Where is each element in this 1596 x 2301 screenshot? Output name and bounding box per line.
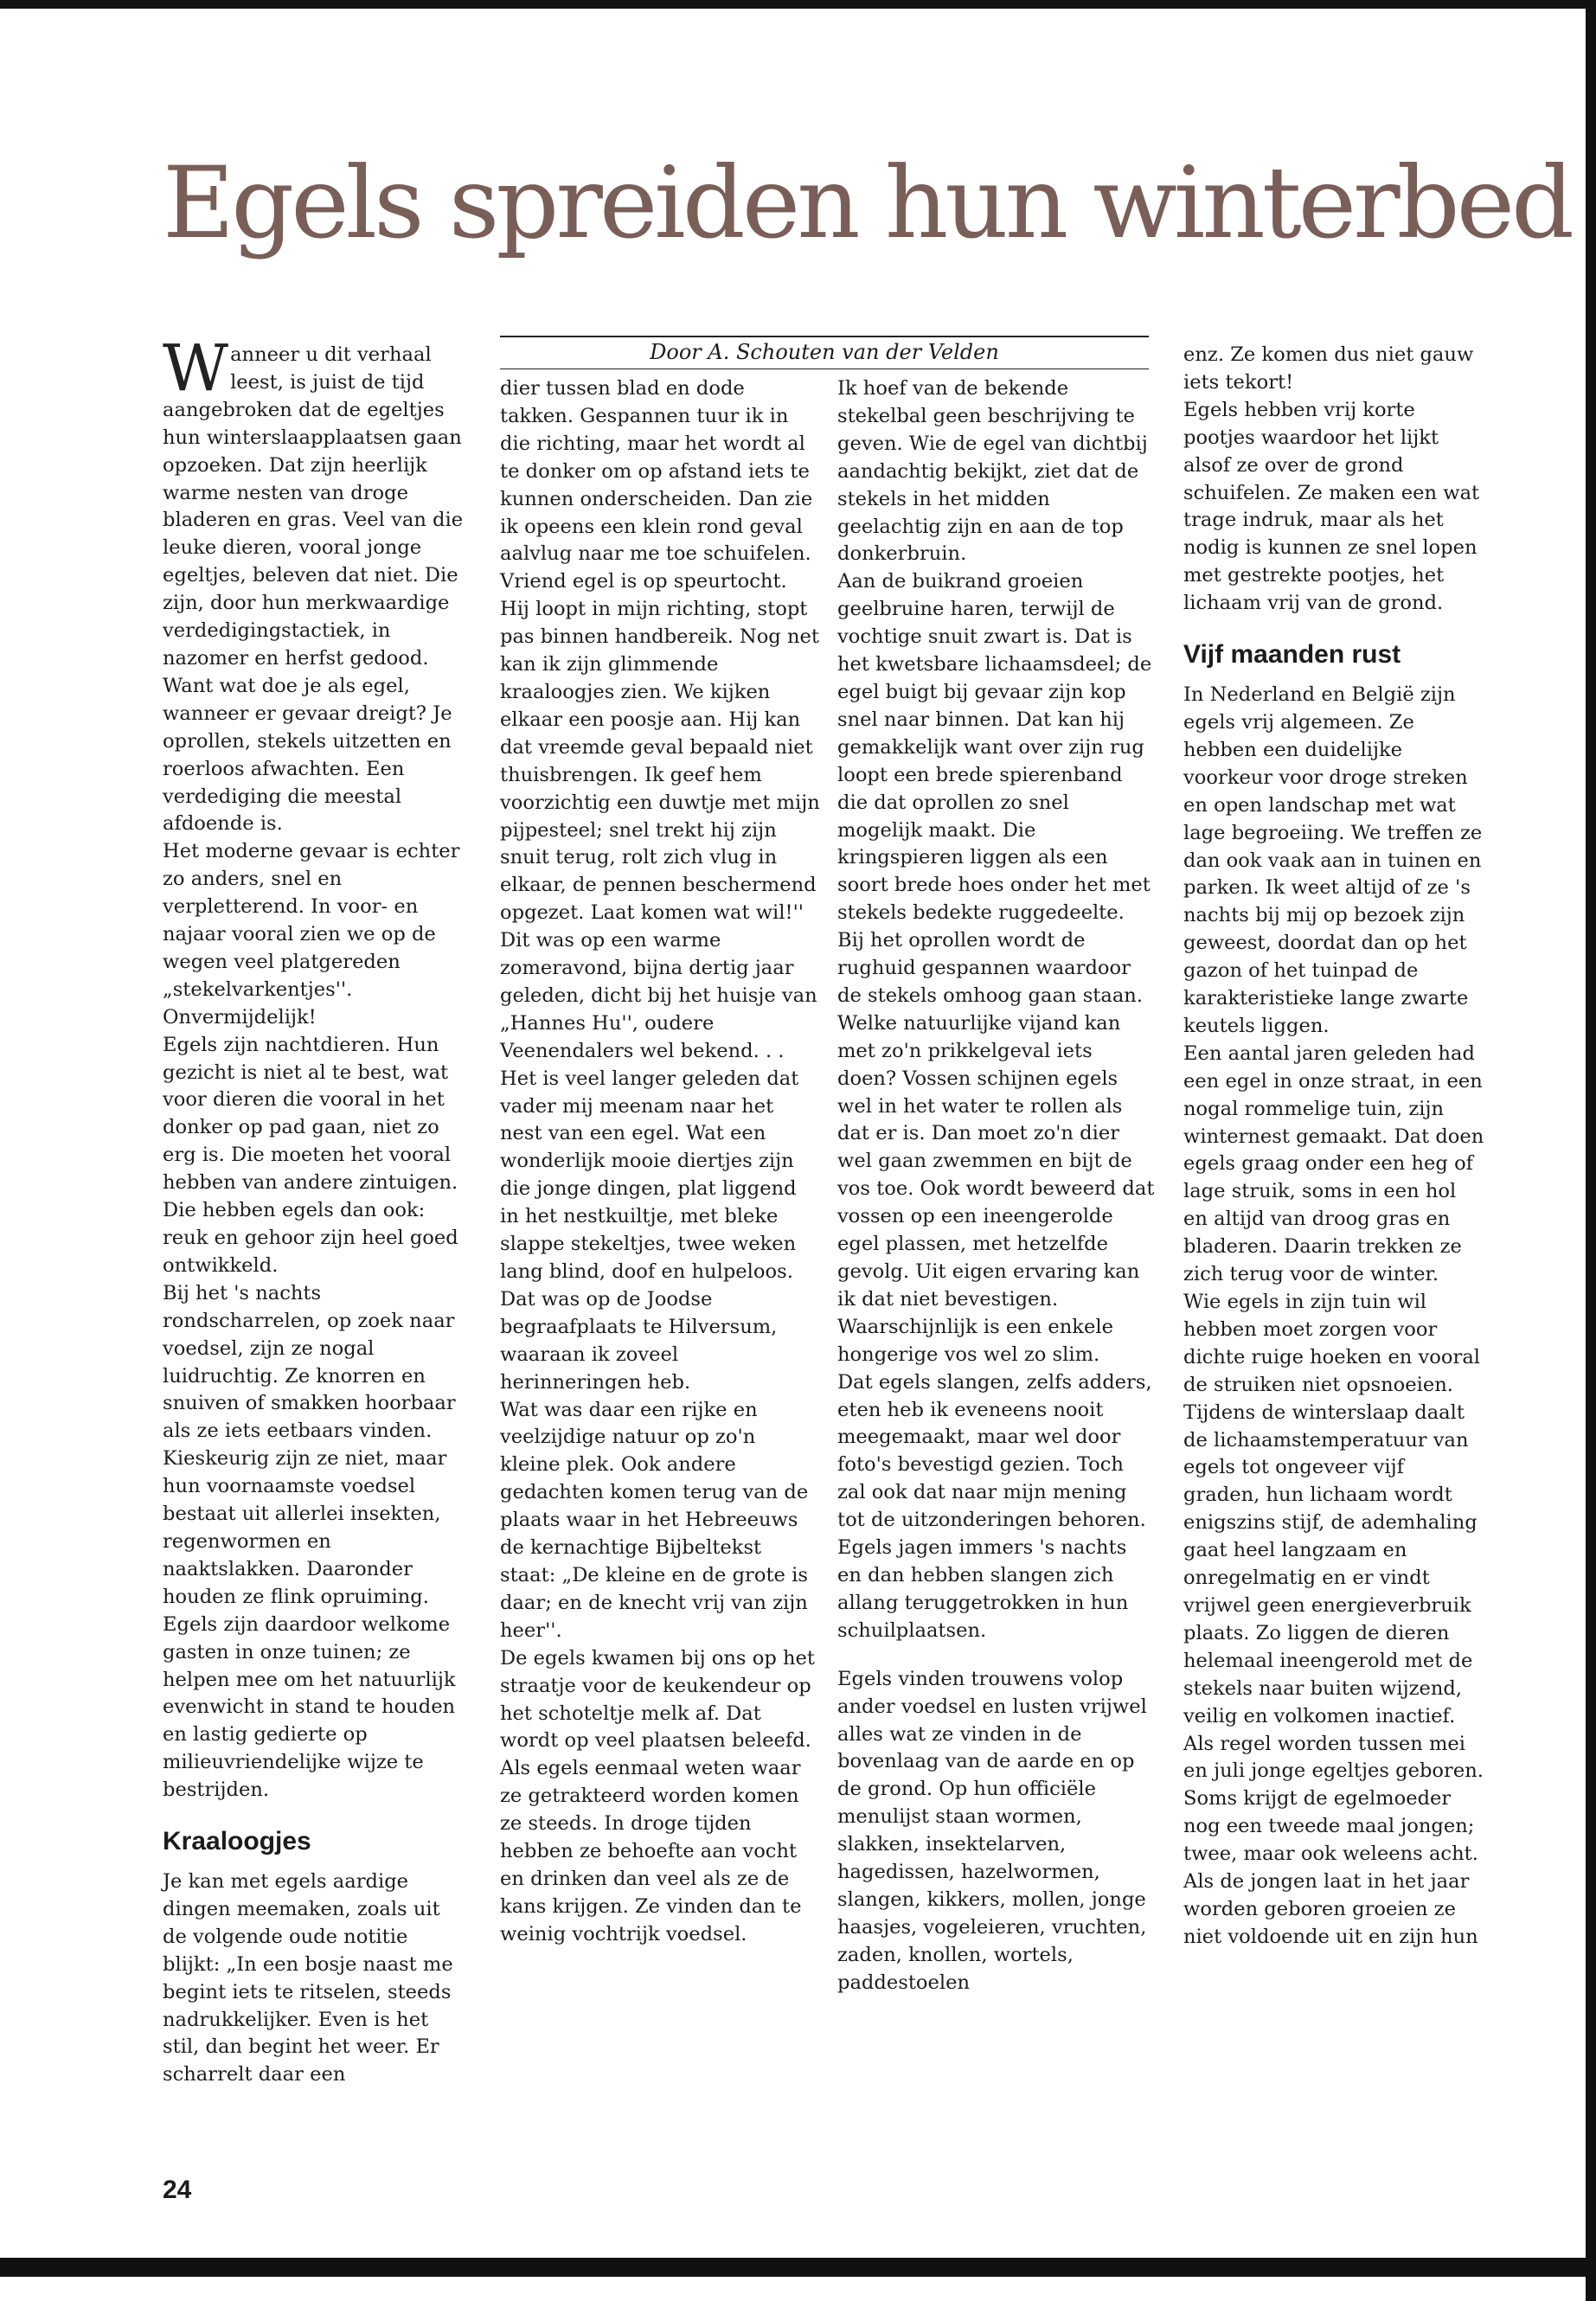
paragraph: Aan de buikrand groeien geelbruine haren, terwijl de vochtige snuit zwart is. Dat is het kwetsbare lichaamsdeel; de egel buigt bij gevaar zijn kop snel naar binnen. Dat kan hij gemakkelijk want over zijn rug loopt een brede spierenband die dat oprollen zo snel mogelijk maakt. Die kringspieren liggen als een soort brede hoes onder het met stekels bedekte ruggedeelte. Bij het oprollen wordt de rughuid gespannen waardoor de stekels omhoog gaan staan. (837, 570, 1152, 1007)
page-border-top (0, 0, 1596, 9)
paragraph: Het moderne gevaar is echter zo anders, snel en verpletterend. In voor- en najaar vooral zien we op de wegen veel platgereden „stekelvarkentjes''. Onvermijdelijk! (163, 840, 460, 1029)
paragraph: Egels jagen immers 's nachts en dan hebben slangen zich allang teruggetrokken in hun schuilplaatsen. (837, 1536, 1129, 1642)
paragraph: Een aantal jaren geleden had een egel in onze straat, in een nogal rommelige tuin, zijn winternest gemaakt. Dat doen egels graag onder een heg of lage struik, soms in een hol en altijd van droog gras en bladeren. Daarin trekken ze zich terug voor de winter. (1183, 1042, 1484, 1286)
column-3 (837, 375, 1156, 1997)
column-1 (163, 331, 467, 2089)
paragraph: In Nederland en België zijn egels vrij algemeen. Ze hebben een duidelijke voorkeur voor droge streken en open landschap met wat lage begroeiing. We treffen ze dan ook vaak aan in tuinen en parken. Ik weet altijd of ze 's nachts bij mij op bezoek zijn geweest, doordat dan op het gazon of het tuinpad de karakteristieke lange zwarte keutels liggen. (1183, 683, 1483, 1037)
paragraph: Bij het 's nachts rondscharrelen, op zoek naar voedsel, zijn ze nogal luidruchtig. Ze knorren en snuiven of smakken hoorbaar als ze iets eetbaars vinden. Kieskeurig zijn ze niet, maar hun voornaamste voedsel bestaat uit allerlei insekten, regenwormen en naaktslakken. Daaronder houden ze flink opruiming. Egels zijn daardoor welkome gasten in onze tuinen; ze helpen mee om het natuurlijk evenwicht in stand te houden en lastig gedierte op milieuvriendelijke wijze te bestrijden. (163, 1281, 456, 1802)
paragraph: enz. Ze komen dus niet gauw iets tekort! (1183, 343, 1474, 394)
paragraph: Het is veel langer geleden dat vader mij meenam naar het nest van een egel. Wat een wonderlijk mooie diertjes zijn die jonge dingen, plat liggend in het nestkuiltje, met bleke slappe stekeltjes, twee weken lang blind, doof en hulpeloos. Dat was op de Joodse begraafplaats te Hilversum, waaraan ik zoveel herinneringen heb. (500, 1067, 799, 1394)
page-border-right (1586, 0, 1596, 2301)
paragraph: Je kan met egels aardige dingen meemaken, zoals uit de volgende oude notitie blijkt: „In een bosje naast me begint iets te ritselen, steeds nadrukkelijker. Even is het stil, dan begint het weer. Er scharrelt daar een (163, 1870, 453, 2086)
paragraph: Dat egels slangen, zelfs adders, eten heb ik eveneens nooit meegemaakt, maar wel door foto's bevestigd gezien. Toch zal ook dat naar mijn mening tot de uitzonderingen behoren. (837, 1370, 1152, 1532)
paragraph: Tijdens de winterslaap daalt de lichaamstemperatuur van egels tot ongeveer vijf graden, hun lichaam wordt enigszins stijf, de ademhaling gaat heel langzaam en onregelmatig en er vindt vrijwel geen energieverbruik plaats. Zo liggen de dieren helemaal ineengerold met de stekels naar buiten wijzend, veilig en volkomen inactief. (1183, 1400, 1477, 1727)
paragraph: Welke natuurlijke vijand kan met zo'n prikkelgeval iets doen? Vossen schijnen egels wel in het water te rollen als dat er is. Dan moet zo'n dier wel gaan zwemmen en bijt de vos toe. Ook wordt beweerd dat vossen op een ineengerolde egel plassen, met hetzelfde gevolg. Uit eigen ervaring kan ik dat niet bevestigen. Waarschijnlijk is een enkele hongerige vos wel zo slim. (837, 1011, 1155, 1366)
paragraph: Wat was daar een rijke en veelzijdige natuur op zo'n kleine plek. Ook andere gedachten komen terug van de plaats waar in het Hebreeuws de kernachtige Bijbeltekst staat: „De kleine en de grote is daar; en de knecht vrij van zijn heer''. (500, 1398, 809, 1642)
paragraph: Wie egels in zijn tuin wil hebben moet zorgen voor dichte ruige hoeken en vooral de struiken niet opsnoeien. (1183, 1291, 1481, 1396)
paragraph: anneer u dit verhaal leest, is juist de tijd aangebroken dat de egeltjes hun winterslaapplaatsen gaan opzoeken. Dat zijn heerlijk warme nesten van droge bladeren en gras. Veel van die leuke dieren, vooral jonge egeltjes, beleven dat niet. Die zijn, door hun merkwaardige verdedigingstactiek, in nazomer en herfst gedood. Want wat doe je als egel, wanneer er gevaar dreigt? Je oprollen, stekels uitzetten en roerloos afwachten. Een verdediging die meestal afdoende is. (163, 343, 464, 836)
byline: Door A. Schouten van der Velden (650, 340, 999, 364)
byline-rule-top (500, 336, 1149, 337)
column-2 (500, 375, 820, 1949)
paragraph: De egels kwamen bij ons op het straatje voor de keukendeur op het schoteltje melk af. Dat wordt op veel plaatsen beleefd. Als egels eenmaal weten waar ze getrakteerd worden komen ze steeds. In droge tijden hebben ze behoefte aan vocht en drinken dan veel als ze de kans krijgen. Ze vinden dan te weinig vochtrijk voedsel. (500, 1646, 815, 1945)
paragraph: Egels hebben vrij korte pootjes waardoor het lijkt alsof ze over de grond schuifelen. Ze maken een wat trage indruk, maar als het nodig is kunnen ze snel lopen met gestrekte pootjes, het lichaam vrij van de grond. (1183, 398, 1480, 615)
paragraph: Egels zijn nachtdieren. Hun gezicht is niet al te best, wat voor dieren die vooral in het donker op pad gaan, niet zo erg is. Die moeten het vooral hebben van andere zintuigen. Die hebben egels dan ook: reuk en gehoor zijn heel goed ontwikkeld. (163, 1033, 458, 1277)
article-title: Egels spreiden hun winterbed (163, 145, 1572, 260)
section-heading-vijf-maanden-rust: Vijf maanden rust (1183, 640, 1401, 670)
paragraph: dier tussen blad en dode takken. Gespannen tuur ik in die richting, maar het wordt al te donker om op afstand iets te kunnen onderscheiden. Dan zie ik opeens een klein rond geval aalvlug naar me toe schuifelen. Vriend egel is op speurtocht. Hij loopt in mijn richting, stopt pas binnen handbereik. Nog net kan ik zijn glimmende kraaloogjes zien. We kijken elkaar een poosje aan. Hij kan dat vreemde geval bepaald niet thuisbrengen. Ik geef hem voorzichtig een duwtje met mijn pijpesteel; snel trekt hij zijn snuit terug, rolt zich vlug in elkaar, de pennen beschermend opgezet. Laat komen wat wil!'' Dit was op een warme zomeravond, bijna dertig jaar geleden, dicht bij het huisje van „Hannes Hu'', oudere Veenendalers wel bekend. . . (500, 377, 820, 1062)
paragraph: Ik hoef van de bekende stekelbal geen beschrijving te geven. Wie de egel van dichtbij aandachtig bekijkt, ziet dat de stekels in het midden geelachtig zijn en aan de top donkerbruin. (837, 377, 1148, 566)
column-4 (1183, 342, 1486, 1952)
section-heading-kraaloogjes: Kraaloogjes (163, 1827, 311, 1856)
paragraph: Egels vinden trouwens volop ander voedsel en lusten vrijwel alles wat ze vinden in de bovenlaag van de aarde en op de grond. Op hun officiële menulijst staan wormen, slakken, insektelarven, hagedissen, hazelwormen, slangen, kikkers, mollen, jonge haasjes, vogeleieren, vruchten, zaden, knollen, wortels, paddestoelen (837, 1667, 1147, 1994)
drop-cap: W (163, 331, 229, 406)
paragraph: Als regel worden tussen mei en juli jonge egeltjes geboren. Soms krijgt de egelmoeder nog een tweede maal jongen; twee, maar ook weleens acht. Als de jongen laat in het jaar worden geboren groeien ze niet voldoende uit en zijn hun (1183, 1732, 1484, 1948)
page-number: 24 (163, 2176, 192, 2204)
page-border-bottom (0, 2258, 1596, 2277)
